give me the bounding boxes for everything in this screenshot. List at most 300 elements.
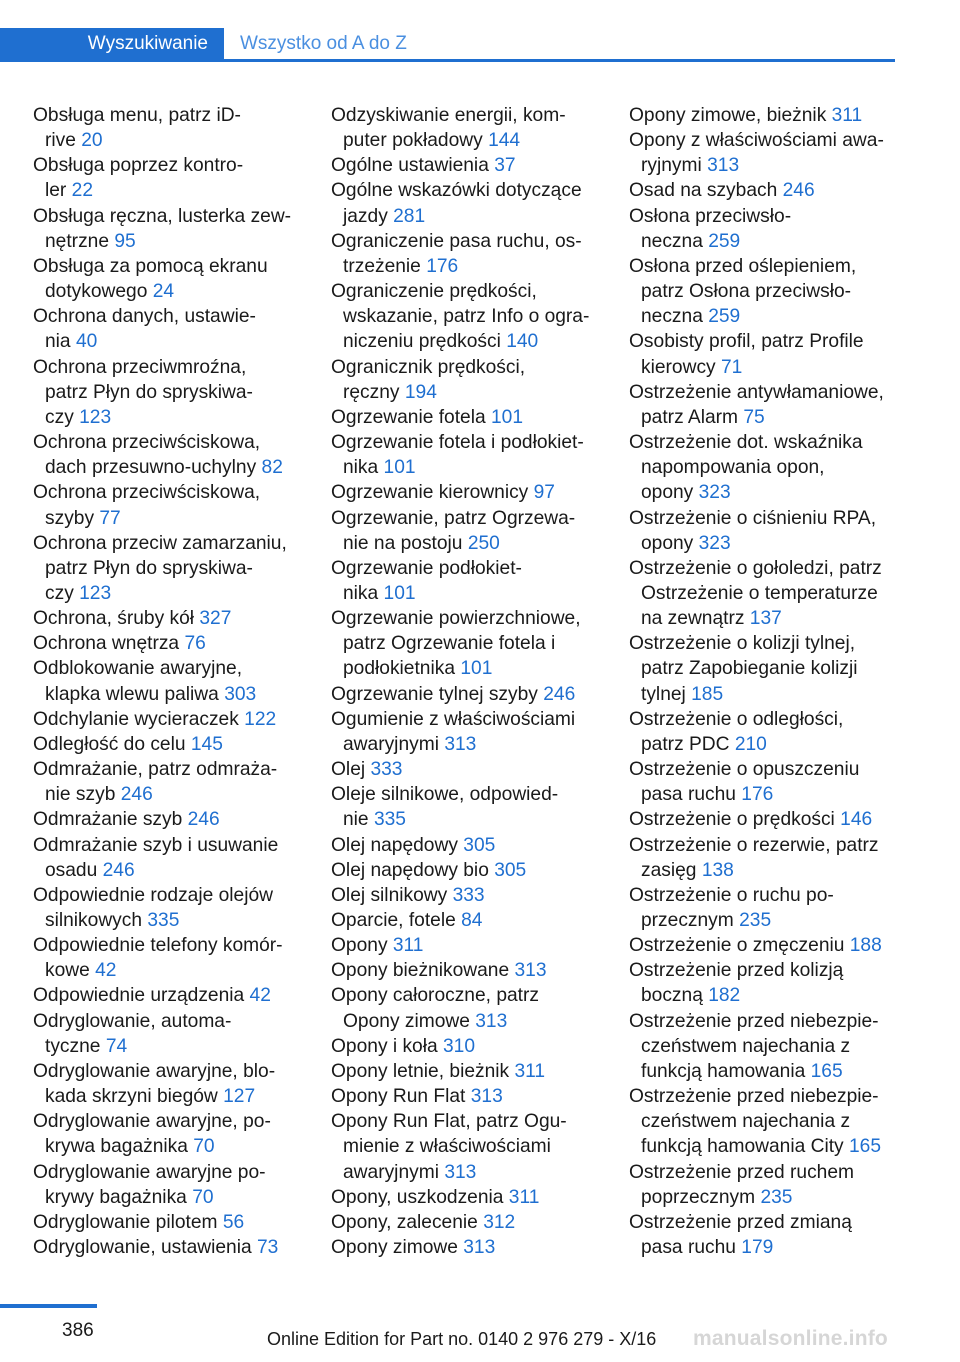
index-entry-text: Opony i koła — [331, 1035, 438, 1057]
index-entry-line — [33, 1134, 303, 1159]
index-entry-text: patrz Ogrzewanie fotela i — [343, 633, 556, 655]
index-entry-line — [33, 1210, 303, 1235]
index-entry-text: Osobisty profil, patrz Profile — [629, 331, 864, 353]
index-entry — [629, 833, 897, 883]
page-link[interactable]: 235 — [760, 1186, 793, 1208]
page-link[interactable]: 311 — [508, 1186, 540, 1208]
index-entry-text: zasięg — [641, 859, 697, 881]
index-entry-text: Ogrzewanie tylnej szyby — [331, 683, 538, 705]
index-entry-text: nika — [343, 582, 379, 604]
index-entry-line — [331, 606, 601, 631]
index-entry — [33, 254, 303, 304]
page-link[interactable]: 313 — [444, 1161, 477, 1183]
index-entry-line — [629, 178, 897, 203]
page-link[interactable]: 310 — [443, 1035, 476, 1057]
index-entry-line — [33, 1160, 303, 1185]
index-entry-line — [331, 329, 601, 354]
index-entry — [331, 782, 601, 832]
index-entry-line — [331, 103, 601, 128]
index-entry-line — [33, 807, 303, 832]
index-entry — [331, 1059, 601, 1084]
index-entry-text: funkcją hamowania — [641, 1060, 806, 1082]
page-link[interactable]: 313 — [514, 960, 547, 982]
index-entry — [33, 983, 303, 1008]
index-entry-text: rive — [45, 130, 76, 152]
index-entry-line — [33, 405, 303, 430]
page-link[interactable]: 313 — [475, 1010, 508, 1032]
page-link[interactable]: 311 — [831, 105, 863, 126]
index-entry — [33, 1059, 303, 1109]
index-entry — [33, 1210, 303, 1235]
index-entry-line — [331, 757, 601, 782]
page-link[interactable]: 176 — [741, 784, 774, 806]
index-entry-line — [33, 304, 303, 329]
index-entry-line — [331, 380, 601, 405]
index-entry-text: Ostrzeżenie o ruchu po- — [629, 884, 834, 906]
page-link[interactable]: 311 — [392, 935, 424, 957]
tab-wszystko-od-a-do-z[interactable]: Wszystko od A do Z — [240, 33, 407, 54]
index-entry-text: Opony — [331, 935, 388, 957]
index-entry-text: czy — [45, 406, 74, 428]
page-link[interactable]: 323 — [698, 532, 731, 554]
index-entry — [33, 606, 303, 631]
page-link[interactable]: 281 — [393, 205, 426, 227]
index-entry-text: ryjnymi — [641, 155, 702, 177]
page-link[interactable]: 75 — [743, 406, 765, 428]
page-link[interactable]: 333 — [370, 759, 403, 781]
page-link[interactable]: 188 — [849, 935, 882, 957]
index-entry-text: dach przesuwno-uchylny — [45, 457, 257, 479]
page-link[interactable]: 37 — [494, 155, 516, 177]
index-entry-line — [629, 506, 897, 531]
index-entry-text: Olej napędowy — [331, 834, 458, 856]
index-entry-line — [33, 757, 303, 782]
page-link[interactable]: 101 — [491, 406, 524, 428]
index-entry — [629, 380, 897, 430]
index-entry — [331, 355, 601, 405]
index-entry-line — [331, 807, 601, 832]
page-link[interactable]: 305 — [463, 834, 496, 856]
index-entry-text: Ochrona, śruby kół — [33, 608, 195, 630]
index-entry-line — [629, 1210, 897, 1235]
index-entry-line — [331, 229, 601, 254]
index-entry — [629, 807, 897, 832]
page-link[interactable]: 303 — [224, 683, 257, 705]
index-entry-text: Olej napędowy bio — [331, 859, 489, 881]
page-link[interactable]: 179 — [741, 1237, 774, 1259]
index-entry-line — [331, 732, 601, 757]
index-entry — [331, 983, 601, 1033]
index-entry-text: Osłona przed oślepieniem, — [629, 255, 857, 277]
index-entry — [33, 807, 303, 832]
index-entry-text: Ostrzeżenie dot. wskaźnika — [629, 432, 863, 454]
index-entry-line — [33, 1059, 303, 1084]
index-entry-text: jazdy — [343, 205, 388, 227]
index-entry-line — [629, 833, 897, 858]
index-entry — [33, 103, 303, 153]
page-link[interactable]: 312 — [483, 1211, 516, 1233]
index-entry-line — [629, 531, 897, 556]
index-entry-line — [629, 455, 897, 480]
index-entry — [331, 279, 601, 354]
index-entry-text: patrz Alarm — [641, 406, 739, 428]
index-entry-text: Ostrzeżenie o opuszczeniu — [629, 759, 860, 781]
index-entry-text: Ostrzeżenie przed kolizją — [629, 960, 844, 982]
page-link[interactable]: 138 — [701, 859, 734, 881]
page-link[interactable]: 259 — [708, 230, 741, 252]
index-entry — [33, 531, 303, 606]
edition-note: Online Edition for Part no. 0140 2 976 279 - X/16 — [267, 1329, 657, 1349]
page-link[interactable]: 24 — [152, 281, 175, 303]
index-entry-line — [629, 581, 897, 606]
index-entry — [33, 933, 303, 983]
index-entry — [331, 707, 601, 757]
index-entry — [33, 883, 303, 933]
index-entry-text: nie na postoju — [343, 532, 463, 554]
page-link[interactable]: 246 — [120, 784, 153, 806]
index-entry — [33, 1009, 303, 1059]
index-entry-line — [629, 103, 897, 128]
page-link[interactable]: 313 — [444, 733, 477, 755]
index-entry-line — [331, 279, 601, 304]
tab-wyszukiwanie[interactable]: Wyszukiwanie — [0, 28, 224, 62]
index-entry — [629, 707, 897, 757]
index-entry-line — [33, 631, 303, 656]
index-entry-line — [331, 506, 601, 531]
index-column-2 — [331, 103, 601, 1260]
index-entry-line — [629, 405, 897, 430]
index-entry-text: Opony całoroczne, patrz — [331, 985, 539, 1007]
index-entry-text: kowe — [45, 960, 90, 982]
page-link[interactable]: 101 — [460, 658, 493, 680]
index-entry-text: szyby — [45, 507, 95, 529]
index-entry-text: Odpowiednie telefony komór- — [33, 935, 283, 957]
index-entry-text: neczna — [641, 306, 703, 328]
index-entry-line — [33, 1185, 303, 1210]
index-entry-text: Odryglowanie pilotem — [33, 1211, 218, 1233]
index-entry-text: Ostrzeżenie przed ruchem — [629, 1161, 855, 1183]
index-entry-line — [629, 807, 897, 832]
index-entry-text: Odryglowanie awaryjne, po- — [33, 1111, 271, 1133]
page-link[interactable]: 74 — [105, 1035, 128, 1057]
index-entry-line — [33, 732, 303, 757]
page-link[interactable]: 313 — [707, 155, 740, 177]
index-entry-text: patrz PDC — [641, 733, 730, 755]
index-entry-line — [33, 581, 303, 606]
index-entry — [33, 1235, 303, 1260]
page-link[interactable]: 182 — [708, 985, 741, 1007]
page-link[interactable]: 313 — [470, 1086, 503, 1108]
index-entry-line — [33, 858, 303, 883]
index-entry — [331, 1034, 601, 1059]
index-entry-text: niczeniu prędkości — [343, 331, 501, 353]
index-entry — [331, 1084, 601, 1109]
index-entry-line — [33, 707, 303, 732]
index-entry-text: trzeżenie — [343, 255, 421, 277]
index-entry — [331, 556, 601, 606]
page-link[interactable]: 56 — [222, 1211, 245, 1233]
index-entry-line — [629, 656, 897, 681]
index-entry-text: tyczne — [45, 1035, 101, 1057]
index-entry-line — [331, 480, 601, 505]
page-link[interactable]: 146 — [840, 809, 873, 831]
index-entry-text: Opony letnie, bieżnik — [331, 1060, 510, 1082]
index-entry — [629, 178, 897, 203]
index-entry-text: na zewnątrz — [641, 608, 745, 630]
index-entry-text: Ostrzeżenie o temperaturze — [641, 582, 878, 604]
index-entry-line — [629, 707, 897, 732]
page-link[interactable]: 76 — [184, 633, 206, 655]
index-entry-text: Opony zimowe, bieżnik — [629, 105, 827, 126]
page-link[interactable]: 246 — [187, 809, 220, 831]
page-link[interactable]: 84 — [461, 910, 483, 931]
index-entry-line — [629, 1059, 897, 1084]
page-link[interactable]: 127 — [223, 1086, 256, 1108]
page-link[interactable]: 20 — [81, 130, 103, 152]
page-link[interactable]: 210 — [734, 733, 767, 755]
index-entry-line — [629, 1235, 897, 1260]
page-link[interactable]: 70 — [193, 1136, 215, 1158]
page-link[interactable]: 40 — [75, 331, 98, 353]
index-entry-line — [33, 204, 303, 229]
index-entry-line — [331, 1059, 601, 1084]
index-entry-line — [331, 405, 601, 430]
index-entry — [33, 707, 303, 732]
index-entry — [331, 229, 601, 279]
index-entry-line — [629, 556, 897, 581]
page-link[interactable]: 335 — [373, 809, 406, 831]
index-entry-line — [331, 254, 601, 279]
index-entry-text: patrz Osłona przeciwsło- — [641, 281, 852, 303]
index-entry — [331, 908, 601, 933]
index-entry-line — [331, 1109, 601, 1134]
index-entry-line — [33, 480, 303, 505]
page-link[interactable]: 73 — [257, 1237, 279, 1259]
page-link[interactable]: 77 — [99, 507, 121, 529]
index-entry-line — [331, 581, 601, 606]
page-link[interactable]: 246 — [102, 859, 135, 881]
index-entry-line — [331, 782, 601, 807]
index-entry — [331, 430, 601, 480]
index-entry-line — [629, 1009, 897, 1034]
index-entry-line — [331, 983, 601, 1008]
index-entry-line — [331, 631, 601, 656]
page-link[interactable]: 70 — [192, 1186, 214, 1208]
index-entry-text: tylnej — [641, 683, 686, 705]
index-entry-text: Osad na szybach — [629, 180, 778, 202]
index-entry — [33, 757, 303, 807]
index-entry-text: Ostrzeżenie o prędkości — [629, 809, 835, 831]
index-entry-text: Odchylanie wycieraczek — [33, 708, 239, 730]
page-link[interactable]: 323 — [698, 482, 731, 504]
index-entry-text: Ogrzewanie, patrz Ogrzewa- — [331, 507, 576, 529]
page-link[interactable]: 185 — [691, 683, 724, 705]
index-entry-line — [629, 682, 897, 707]
index-entry-line — [331, 833, 601, 858]
index-entry-line — [629, 606, 897, 631]
index-entry-text: Odmrażanie, patrz odmraża- — [33, 759, 278, 781]
index-entry — [331, 883, 601, 908]
page-link[interactable]: 246 — [543, 683, 576, 705]
index-entry-text: Opony bieżnikowane — [331, 960, 510, 982]
index-entry-text: Ochrona danych, ustawie- — [33, 306, 256, 328]
index-entry-text: podłokietnika — [343, 658, 456, 680]
index-entry-text: boczną — [641, 985, 703, 1007]
page-link[interactable]: 165 — [810, 1060, 843, 1082]
index-entry — [629, 933, 897, 958]
index-entry-text: opony — [641, 532, 694, 554]
index-entry-text: ler — [45, 180, 67, 202]
index-entry-line — [33, 908, 303, 933]
index-entry-line — [629, 380, 897, 405]
page-link[interactable]: 335 — [147, 910, 180, 931]
index-entry — [331, 682, 601, 707]
index-entry-text: Obsługa menu, patrz iD- — [33, 105, 241, 126]
index-entry-text: nie — [343, 809, 369, 831]
page-link[interactable]: 176 — [426, 255, 459, 277]
index-entry-line — [33, 329, 303, 354]
index-entry — [331, 757, 601, 782]
page-link[interactable]: 144 — [488, 130, 521, 152]
index-entry-text: Olej silnikowy — [331, 884, 448, 906]
index-entry-text: Ochrona przeciwściskowa, — [33, 432, 261, 454]
page-link[interactable]: 137 — [749, 608, 782, 630]
page-link[interactable]: 97 — [533, 482, 555, 504]
page-link[interactable]: 305 — [494, 859, 527, 881]
footer-rule — [0, 1304, 97, 1308]
index-entry-text: krywa bagażnika — [45, 1136, 188, 1158]
index-entry — [331, 1210, 601, 1235]
index-entry-text: Ogrzewanie kierownicy — [331, 482, 529, 504]
page-link[interactable]: 71 — [720, 356, 743, 378]
index-entry-text: ręczny — [343, 381, 400, 403]
index-entry-text: patrz Płyn do spryskiwa- — [45, 557, 253, 579]
index-entry — [33, 355, 303, 430]
page-link[interactable]: 123 — [79, 406, 112, 428]
index-entry-text: Ochrona przeciwmroźna, — [33, 356, 247, 378]
index-entry — [629, 631, 897, 706]
index-entry-line — [33, 656, 303, 681]
index-entry — [629, 103, 897, 128]
index-entry-line — [629, 732, 897, 757]
page-link[interactable]: 194 — [404, 381, 437, 403]
index-entry-line — [331, 1034, 601, 1059]
page-link[interactable]: 311 — [514, 1060, 546, 1082]
index-entry-line — [629, 153, 897, 178]
page-link[interactable]: 82 — [261, 457, 283, 479]
index-entry-text: wskazanie, patrz Info o ogra- — [343, 306, 590, 328]
page-link[interactable]: 235 — [739, 910, 772, 931]
index-entry — [331, 506, 601, 556]
index-entry-line — [33, 983, 303, 1008]
index-entry — [629, 556, 897, 631]
index-entry-text: osadu — [45, 859, 98, 881]
index-entry-line — [629, 757, 897, 782]
header-rule — [0, 59, 895, 62]
page-link[interactable]: 145 — [190, 733, 223, 755]
index-entry — [629, 1084, 897, 1159]
page-link[interactable]: 165 — [848, 1136, 881, 1158]
page-link[interactable]: 140 — [506, 331, 539, 353]
page-link[interactable]: 95 — [114, 230, 136, 252]
page-link[interactable]: 101 — [383, 582, 416, 604]
index-entry-text: Ogólne ustawienia — [331, 155, 489, 177]
index-entry — [331, 933, 601, 958]
index-entry-line — [629, 883, 897, 908]
index-entry-text: Ogrzewanie fotela — [331, 406, 486, 428]
header-tabbar — [0, 28, 895, 62]
index-entry — [629, 506, 897, 556]
index-entry-text: Odmrażanie szyb i usuwanie — [33, 834, 279, 856]
index-entry-text: awaryjnymi — [343, 733, 439, 755]
page-link[interactable]: 122 — [244, 708, 277, 730]
index-entry — [331, 480, 601, 505]
index-entry — [33, 204, 303, 254]
index-entry-text: nika — [343, 457, 379, 479]
index-entry-text: Opony z właściwościami awa- — [629, 130, 884, 152]
page-link[interactable]: 327 — [199, 608, 232, 630]
index-entry-line — [33, 455, 303, 480]
index-entry-text: puter pokładowy — [343, 130, 483, 152]
page-link[interactable]: 22 — [71, 180, 94, 202]
index-entry-text: Ostrzeżenie o rezerwie, patrz — [629, 834, 879, 856]
index-entry-text: Opony, zalecenie — [331, 1211, 478, 1233]
index-entry-text: poprzecznym — [641, 1186, 756, 1208]
index-entry-line — [33, 380, 303, 405]
page-link[interactable]: 123 — [79, 582, 112, 604]
index-entry-text: Ogólne wskazówki dotyczące — [331, 180, 582, 202]
index-entry — [629, 1160, 897, 1210]
index-entry-text: Ostrzeżenie antywłamaniowe, — [629, 381, 884, 403]
index-entry-line — [331, 304, 601, 329]
index-entry-line — [331, 1160, 601, 1185]
index-entry-line — [331, 1084, 601, 1109]
index-entry-line — [629, 1185, 897, 1210]
index-entry-line — [331, 531, 601, 556]
page-link[interactable]: 101 — [383, 457, 416, 479]
index-entry-line — [629, 304, 897, 329]
index-entry-line — [629, 1160, 897, 1185]
index-entry — [629, 757, 897, 807]
index-entry — [629, 204, 897, 254]
index-entry — [629, 254, 897, 329]
index-entry-text: przecznym — [641, 910, 734, 931]
page-link[interactable]: 313 — [463, 1237, 496, 1259]
index-entry — [33, 430, 303, 480]
index-entry-text: Olej — [331, 759, 366, 781]
index-entry-line — [629, 229, 897, 254]
index-entry — [331, 1109, 601, 1184]
index-entry-line — [331, 1235, 601, 1260]
page-link[interactable]: 42 — [95, 960, 117, 982]
page-link[interactable]: 250 — [467, 532, 500, 554]
page-link[interactable]: 333 — [452, 884, 485, 906]
index-entry-text: napompowania opon, — [641, 457, 825, 479]
index-entry-text: Oleje silnikowe, odpowied- — [331, 784, 559, 806]
index-entry-text: Ostrzeżenie przed niebezpie- — [629, 1010, 879, 1032]
index-entry-line — [33, 782, 303, 807]
index-entry-text: nia — [45, 331, 71, 353]
page-link[interactable]: 42 — [249, 985, 271, 1007]
index-entry-text: Ochrona przeciwściskowa, — [33, 482, 261, 504]
index-entry — [629, 958, 897, 1008]
index-entry-line — [629, 1084, 897, 1109]
index-entry — [33, 732, 303, 757]
index-entry — [629, 329, 897, 379]
page-link[interactable]: 259 — [708, 306, 741, 328]
index-entry — [629, 430, 897, 505]
page-link[interactable]: 246 — [782, 180, 815, 202]
